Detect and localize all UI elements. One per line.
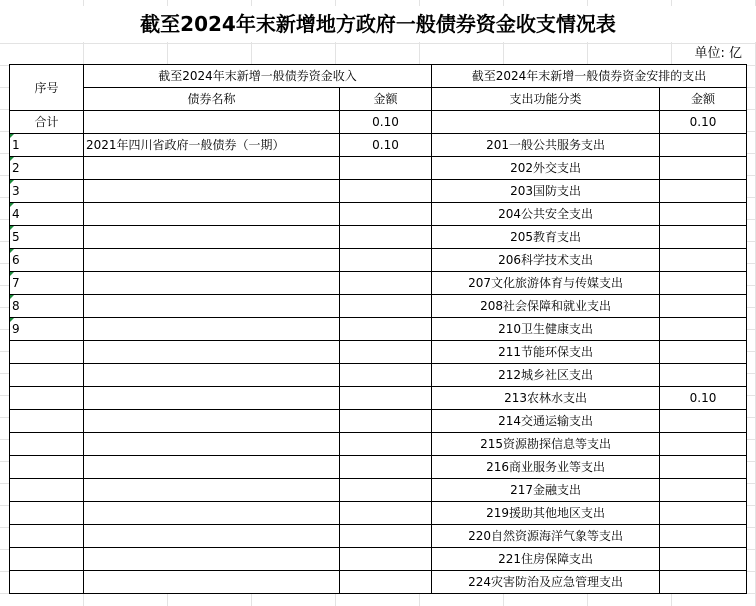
seq-cell[interactable]: 6 (10, 249, 84, 272)
seq-cell[interactable] (10, 387, 84, 410)
bond-name-cell[interactable] (84, 203, 340, 226)
amount-cell[interactable] (340, 318, 432, 341)
category-cell[interactable]: 214交通运输支出 (432, 410, 660, 433)
table-row (10, 157, 747, 180)
bond-name-cell[interactable] (84, 525, 340, 548)
unit-label: 单位: 亿 (688, 44, 742, 64)
category-cell[interactable]: 216商业服务业等支出 (432, 456, 660, 479)
bond-name-cell[interactable] (84, 318, 340, 341)
amount-2-cell[interactable] (660, 203, 747, 226)
seq-cell[interactable] (10, 502, 84, 525)
total-amount-2[interactable]: 0.10 (660, 111, 747, 134)
bond-name-cell[interactable] (84, 180, 340, 203)
seq-cell[interactable]: 4 (10, 203, 84, 226)
seq-cell[interactable] (10, 456, 84, 479)
total-bond[interactable] (84, 111, 340, 134)
amount-2-cell[interactable] (660, 180, 747, 203)
amount-2-cell[interactable] (660, 525, 747, 548)
seq-cell[interactable] (10, 479, 84, 502)
table-row (10, 249, 747, 272)
header-row-2 (10, 88, 747, 111)
amount-2-cell[interactable] (660, 341, 747, 364)
seq-cell[interactable]: 2 (10, 157, 84, 180)
header-amount[interactable]: 金额 (340, 88, 432, 111)
amount-cell[interactable] (340, 203, 432, 226)
seq-cell[interactable] (10, 525, 84, 548)
amount-cell[interactable] (340, 249, 432, 272)
category-cell[interactable]: 205教育支出 (432, 226, 660, 249)
table-row (10, 134, 747, 157)
category-cell[interactable]: 221住房保障支出 (432, 548, 660, 571)
bond-table (9, 64, 747, 594)
bond-name-cell[interactable] (84, 364, 340, 387)
amount-cell[interactable] (340, 180, 432, 203)
seq-cell[interactable]: 8 (10, 295, 84, 318)
seq-cell[interactable]: 7 (10, 272, 84, 295)
bond-name-cell[interactable] (84, 272, 340, 295)
amount-2-cell[interactable] (660, 364, 747, 387)
amount-2-cell[interactable] (660, 226, 747, 249)
category-cell[interactable]: 212城乡社区支出 (432, 364, 660, 387)
bond-name-cell[interactable] (84, 157, 340, 180)
amount-cell[interactable] (340, 387, 432, 410)
seq-cell[interactable]: 9 (10, 318, 84, 341)
category-cell[interactable]: 213农林水支出 (432, 387, 660, 410)
bond-name-cell[interactable] (84, 456, 340, 479)
table-row (10, 272, 747, 295)
table-row (10, 571, 747, 594)
amount-2-cell[interactable]: 0.10 (660, 387, 747, 410)
bond-name-cell[interactable] (84, 249, 340, 272)
bond-name-cell[interactable] (84, 548, 340, 571)
category-cell[interactable]: 219援助其他地区支出 (432, 502, 660, 525)
amount-cell[interactable] (340, 502, 432, 525)
seq-cell[interactable] (10, 341, 84, 364)
category-cell[interactable]: 224灾害防治及应急管理支出 (432, 571, 660, 594)
amount-2-cell[interactable] (660, 479, 747, 502)
category-cell[interactable]: 217金融支出 (432, 479, 660, 502)
total-label[interactable]: 合计 (10, 111, 84, 134)
table-row (10, 456, 747, 479)
table-row (10, 226, 747, 249)
amount-cell[interactable]: 0.10 (340, 134, 432, 157)
amount-cell[interactable] (340, 295, 432, 318)
amount-2-cell[interactable] (660, 249, 747, 272)
amount-cell[interactable] (340, 479, 432, 502)
total-amount[interactable]: 0.10 (340, 111, 432, 134)
amount-2-cell[interactable] (660, 318, 747, 341)
header-amount-2[interactable]: 金额 (660, 88, 747, 111)
header-expense-group[interactable]: 截至2024年末新增一般债券资金安排的支出 (432, 65, 747, 88)
category-cell[interactable]: 211节能环保支出 (432, 341, 660, 364)
table-row (10, 502, 747, 525)
amount-2-cell[interactable] (660, 134, 747, 157)
header-category[interactable]: 支出功能分类 (432, 88, 660, 111)
category-cell[interactable]: 202外交支出 (432, 157, 660, 180)
bond-name-cell[interactable] (84, 479, 340, 502)
category-cell[interactable]: 210卫生健康支出 (432, 318, 660, 341)
table-body (10, 65, 747, 594)
amount-2-cell[interactable] (660, 548, 747, 571)
category-cell[interactable]: 207文化旅游体育与传媒支出 (432, 272, 660, 295)
bond-name-cell[interactable] (84, 226, 340, 249)
amount-2-cell[interactable] (660, 571, 747, 594)
amount-cell[interactable] (340, 548, 432, 571)
category-cell[interactable]: 204公共安全支出 (432, 203, 660, 226)
table-row (10, 387, 747, 410)
seq-cell[interactable]: 5 (10, 226, 84, 249)
amount-2-cell[interactable] (660, 502, 747, 525)
amount-cell[interactable] (340, 525, 432, 548)
table-row (10, 479, 747, 502)
bond-name-cell[interactable] (84, 433, 340, 456)
table-row (10, 295, 747, 318)
bond-name-cell[interactable]: 2021年四川省政府一般债券（一期） (84, 134, 340, 157)
amount-2-cell[interactable] (660, 456, 747, 479)
amount-cell[interactable] (340, 341, 432, 364)
seq-cell[interactable]: 3 (10, 180, 84, 203)
table-row (10, 364, 747, 387)
amount-cell[interactable] (340, 272, 432, 295)
bond-name-cell[interactable] (84, 295, 340, 318)
amount-2-cell[interactable] (660, 410, 747, 433)
category-cell[interactable]: 215资源勘探信息等支出 (432, 433, 660, 456)
header-income-group[interactable]: 截至2024年末新增一般债券资金收入 (84, 65, 432, 88)
header-row-1 (10, 65, 747, 88)
bond-name-cell[interactable] (84, 571, 340, 594)
header-seq[interactable]: 序号 (10, 65, 84, 111)
amount-cell[interactable] (340, 410, 432, 433)
amount-2-cell[interactable] (660, 295, 747, 318)
total-category[interactable] (432, 111, 660, 134)
bond-name-cell[interactable] (84, 341, 340, 364)
page-title: 截至2024年末新增地方政府一般债券资金收支情况表 (0, 6, 756, 42)
amount-2-cell[interactable] (660, 157, 747, 180)
table-row (10, 410, 747, 433)
amount-cell[interactable] (340, 226, 432, 249)
bond-name-cell[interactable] (84, 502, 340, 525)
seq-cell[interactable]: 1 (10, 134, 84, 157)
seq-cell[interactable] (10, 410, 84, 433)
seq-cell[interactable] (10, 571, 84, 594)
seq-cell[interactable] (10, 433, 84, 456)
amount-cell[interactable] (340, 456, 432, 479)
total-row (10, 111, 747, 134)
table-row (10, 180, 747, 203)
table-row (10, 203, 747, 226)
amount-cell[interactable] (340, 571, 432, 594)
category-cell[interactable]: 203国防支出 (432, 180, 660, 203)
table-row (10, 433, 747, 456)
table-row (10, 341, 747, 364)
header-bond-name[interactable]: 债券名称 (84, 88, 340, 111)
category-cell[interactable]: 208社会保障和就业支出 (432, 295, 660, 318)
category-cell[interactable]: 206科学技术支出 (432, 249, 660, 272)
amount-2-cell[interactable] (660, 433, 747, 456)
amount-cell[interactable] (340, 157, 432, 180)
bond-name-cell[interactable] (84, 387, 340, 410)
table-row (10, 318, 747, 341)
seq-cell[interactable] (10, 364, 84, 387)
table-row (10, 548, 747, 571)
table-row (10, 525, 747, 548)
amount-cell[interactable] (340, 433, 432, 456)
category-cell[interactable]: 220自然资源海洋气象等支出 (432, 525, 660, 548)
amount-2-cell[interactable] (660, 272, 747, 295)
amount-cell[interactable] (340, 364, 432, 387)
bond-name-cell[interactable] (84, 410, 340, 433)
seq-cell[interactable] (10, 548, 84, 571)
category-cell[interactable]: 201一般公共服务支出 (432, 134, 660, 157)
